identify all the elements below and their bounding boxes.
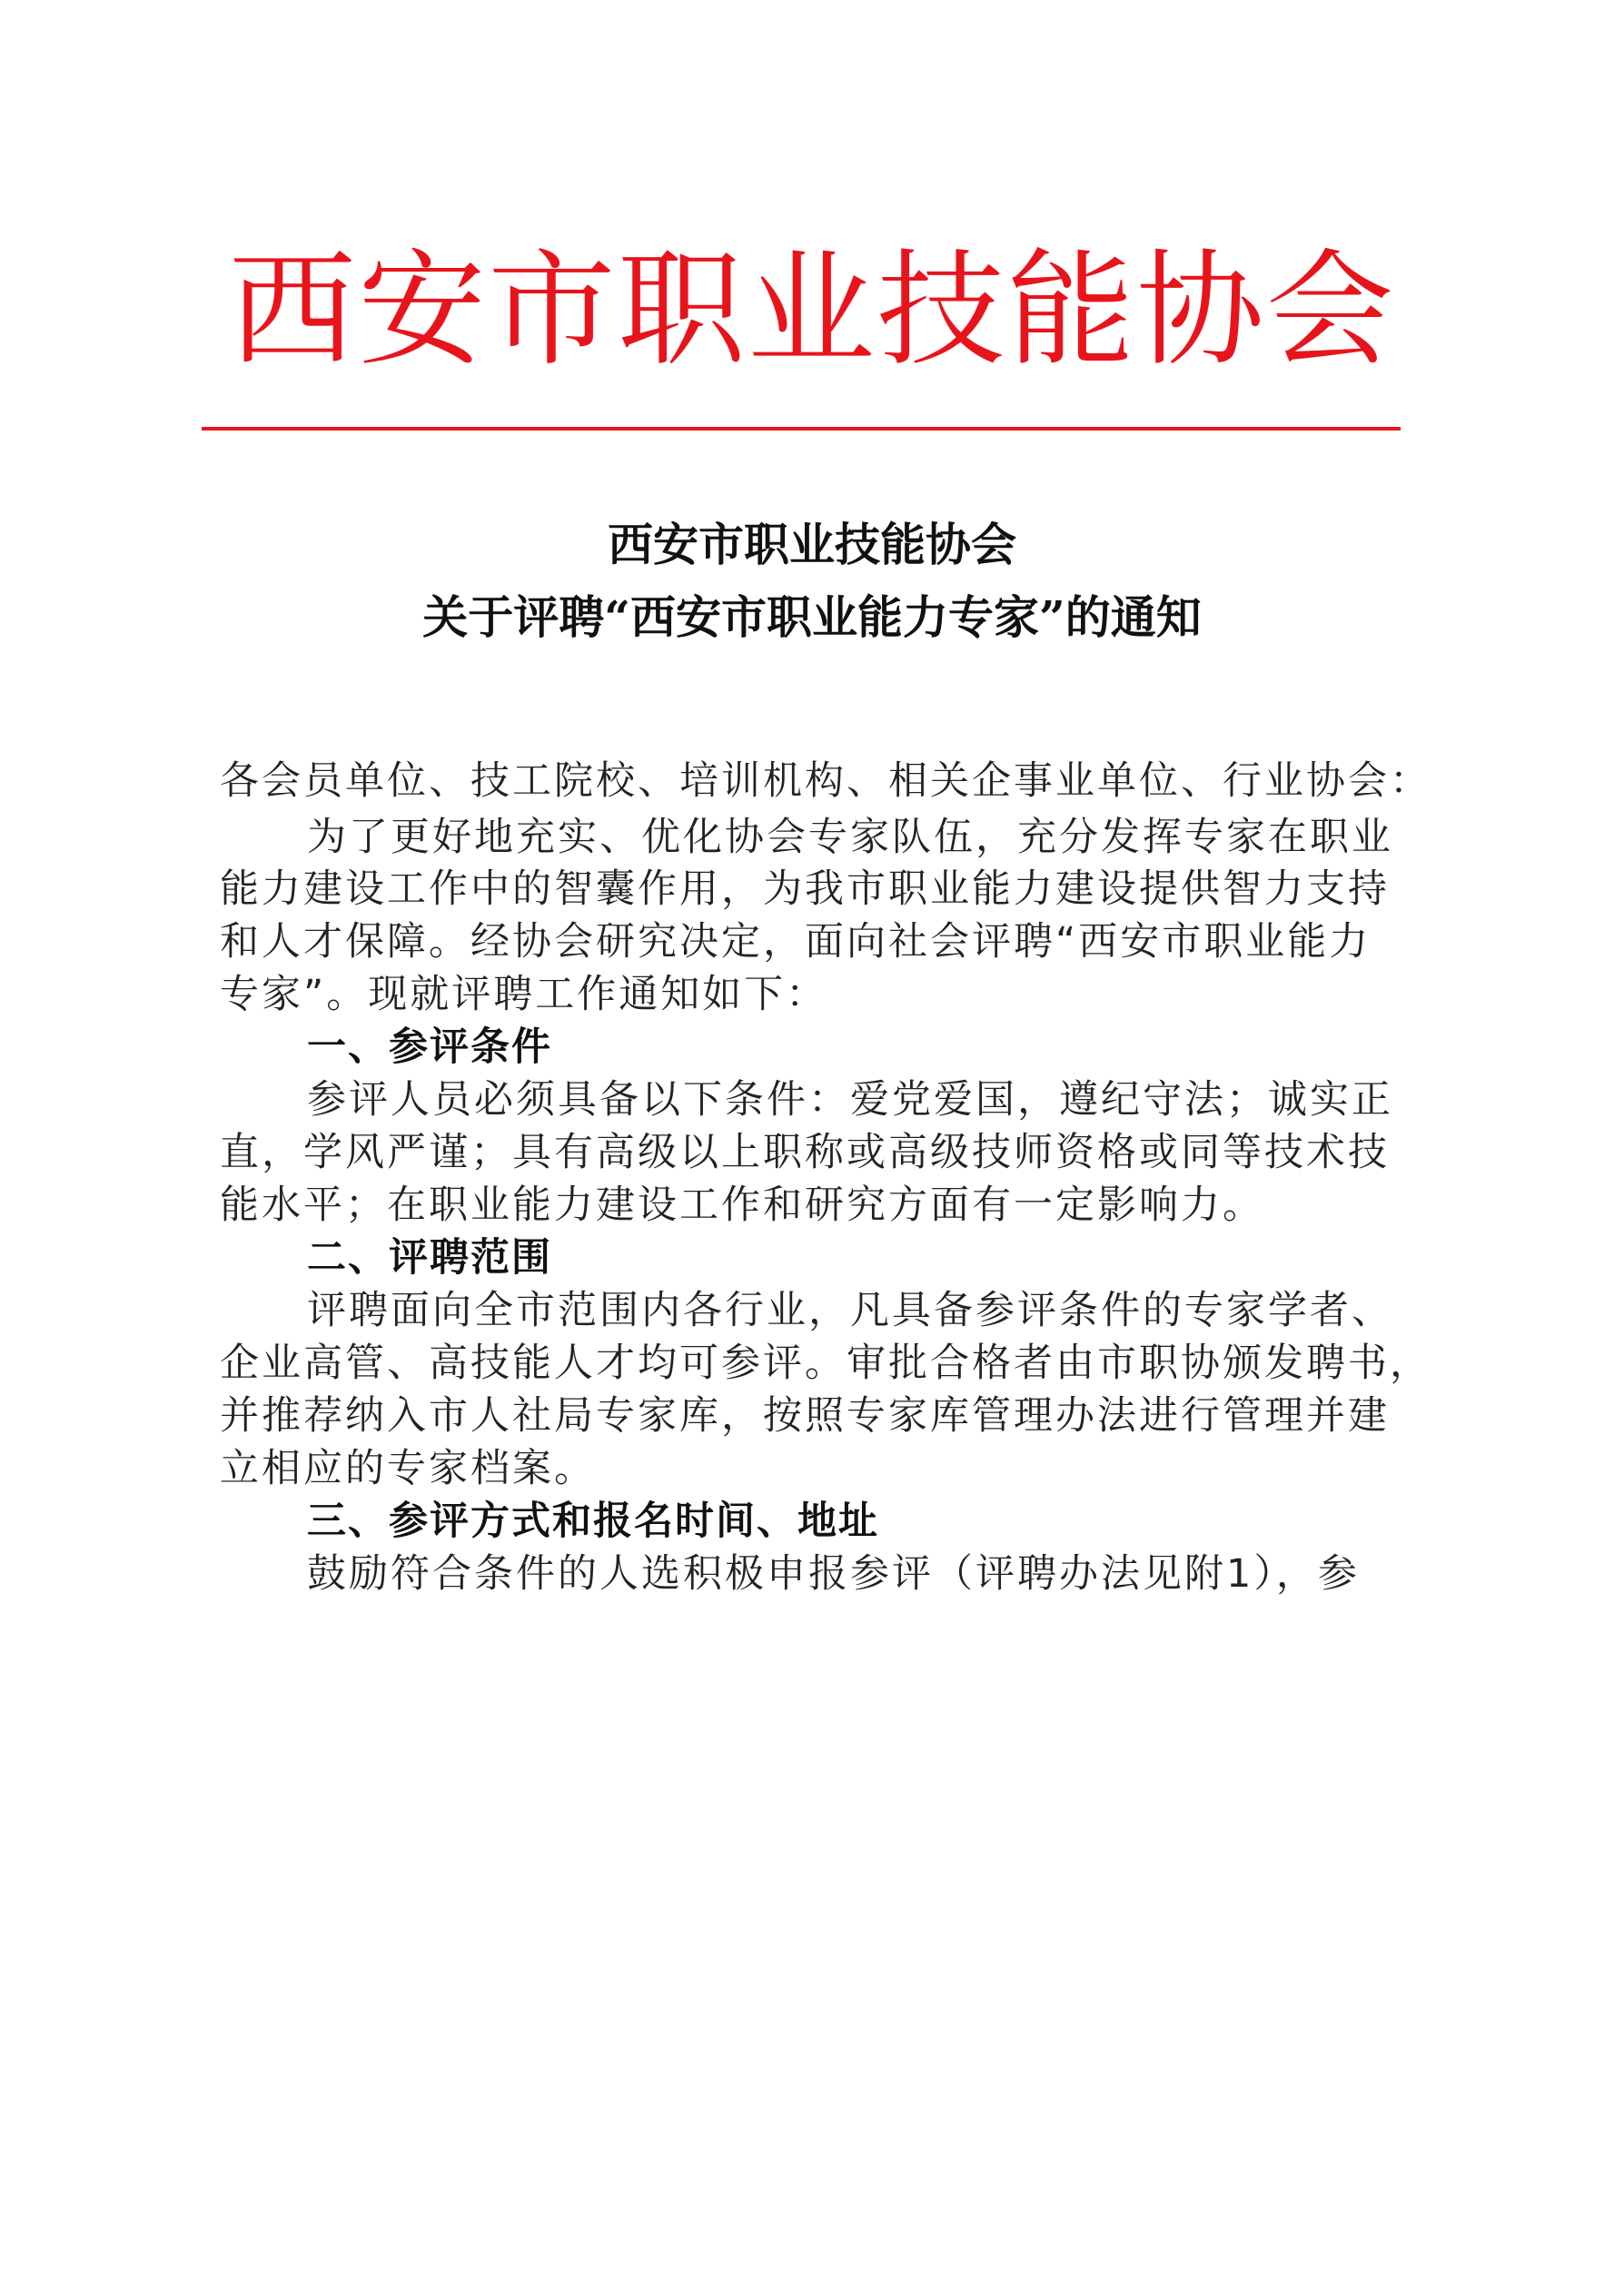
section-2-heading: 二、评聘范围 — [307, 1235, 552, 1281]
intro-line-3: 和人才保障。经协会研究决定，面向社会评聘“西安市职业能力 — [220, 919, 1371, 965]
section-2-line-1: 评聘面向全市范围内各行业，凡具备参评条件的专家学者、 — [307, 1288, 1393, 1333]
notice-title — [136, 509, 1488, 654]
notice-title-line-1: 西安市职业技能协会 — [608, 518, 1016, 571]
section-1-line-3: 能水平；在职业能力建设工作和研究方面有一定影响力。 — [220, 1183, 1264, 1228]
intro-line-1: 为了更好地充实、优化协会专家队伍，充分发挥专家在职业 — [307, 815, 1393, 860]
section-2-line-2: 企业高管、高技能人才均可参评。审批合格者由市职协颁发聘书， — [220, 1341, 1431, 1386]
section-1-line-2: 直，学风严谨；具有高级以上职称或高级技师资格或同等技术技 — [220, 1130, 1390, 1175]
section-2-line-4: 立相应的专家档案。 — [220, 1446, 596, 1491]
letterhead-title: 西安市职业技能协会 — [228, 237, 1396, 383]
intro-line-2: 能力建设工作中的智囊作用，为我市职业能力建设提供智力支持 — [220, 866, 1390, 912]
intro-line-4: 专家”。现就评聘工作通知如下： — [220, 972, 828, 1017]
section-3-line-1: 鼓励符合条件的人选积极申报参评（评聘办法见附1），参 — [307, 1551, 1360, 1597]
salutation: 各会员单位、技工院校、培训机构、相关企事业单位、行业协会： — [220, 758, 1431, 804]
letterhead-divider — [202, 427, 1401, 430]
section-1-line-1: 参评人员必须具备以下条件：爱党爱国，遵纪守法；诚实正 — [307, 1077, 1393, 1123]
section-2-line-3: 并推荐纳入市人社局专家库，按照专家库管理办法进行管理并建 — [220, 1393, 1390, 1439]
section-1-heading: 一、参评条件 — [307, 1024, 552, 1070]
notice-title-line-2: 关于评聘“西安市职业能力专家”的通知 — [422, 590, 1202, 644]
section-3-heading: 三、参评方式和报名时间、地址 — [307, 1499, 879, 1544]
